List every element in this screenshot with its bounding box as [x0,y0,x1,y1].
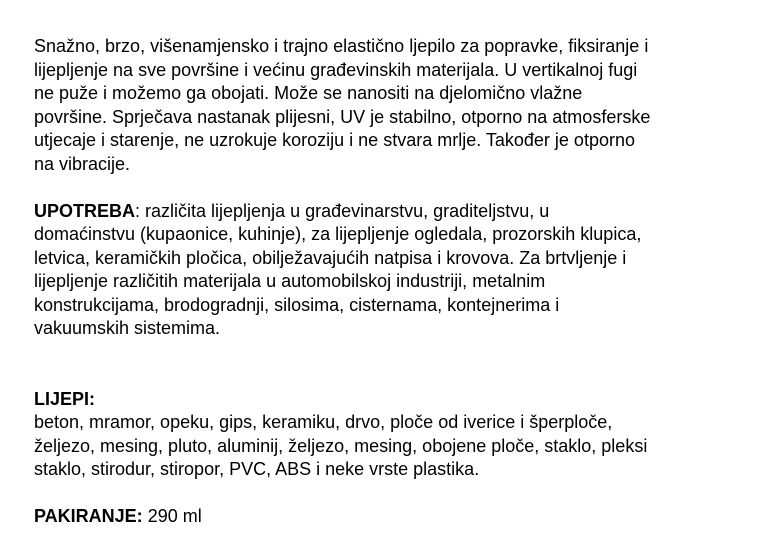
usage-line: lijepljenje različitih materijala u automobilskoj industriji, metalnim [34,271,546,291]
usage-paragraph [34,200,754,341]
usage-line: vakuumskih sistemima. [34,318,221,338]
product-description [34,35,754,529]
section-spacer [34,364,754,388]
packaging-heading: PAKIRANJE: [34,506,143,526]
intro-line: utjecaje i starenje, ne uzrokuje koroziju i ne stvara mrlje. Također je otporno [34,130,635,150]
packaging-paragraph [34,505,754,529]
intro-line: Snažno, brzo, višenamjensko i trajno elastično ljepilo za popravke, fiksiranje i [34,36,649,56]
bonds-line: željezo, mesing, pluto, aluminij, željezo, mesing, obojene ploče, staklo, pleksi [34,435,648,456]
bonds-paragraph [34,388,754,482]
intro-line: na vibracije. [34,153,131,174]
packaging-value: 290 ml [142,506,202,526]
usage-line: konstrukcijama, brodogradnji, silosima, cisternama, kontejnerima i [34,294,560,315]
usage-line: domaćinstvu (kupaonice, kuhinje), za lijepljenje ogledala, prozorskih klupica, [34,224,642,244]
usage-text: : različita lijepljenja u građevinarstvu, graditeljstvu, u [135,200,550,221]
bonds-heading: LIJEPI: [34,388,96,409]
intro-paragraph [34,35,754,176]
usage-heading: UPOTREBA [34,200,136,221]
usage-first-line [34,200,754,224]
intro-line: lijepljenje na sve površine i većinu građevinskih materijala. U vertikalnoj fugi [34,59,638,80]
bonds-line: beton, mramor, opeku, gips, keramiku, drvo, ploče od iverice i šperploče, [34,412,613,432]
packaging-line [34,505,754,529]
usage-line: letvica, keramičkih pločica, obilježavajućih natpisa i krovova. Za brtvljenje i [34,247,627,268]
intro-line: površine. Sprječava nastanak plijesni, UV je stabilno, otporno na atmosferske [34,106,651,127]
intro-line: ne puže i možemo ga obojati. Može se nanositi na djelomično vlažne [34,83,583,103]
bonds-line: staklo, stirodur, stiropor, PVC, ABS i neke vrste plastika. [34,459,480,479]
